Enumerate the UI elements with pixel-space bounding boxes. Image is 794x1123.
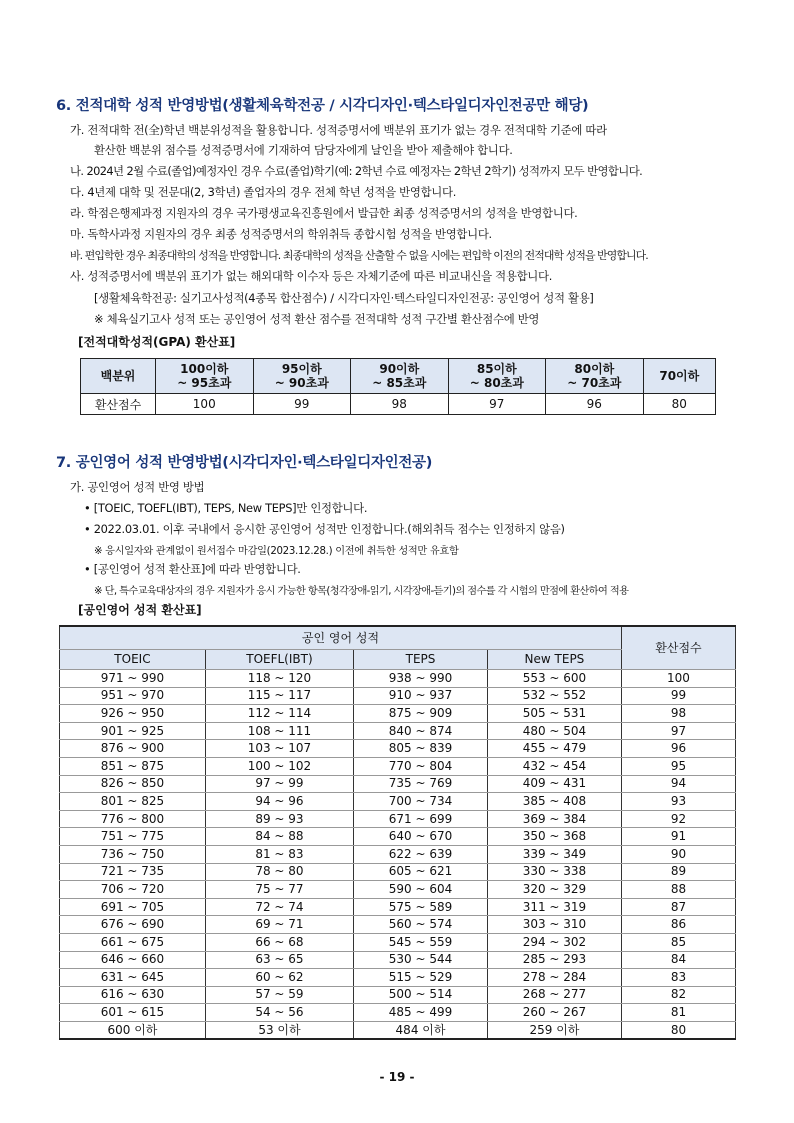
score-range-cell: 63 ~ 65 [205,951,353,969]
score-range-cell: 81 ~ 83 [205,845,353,863]
conversion-score-cell: 97 [621,722,735,740]
score-range-cell: 485 ~ 499 [354,1004,488,1022]
score-range-cell: 601 ~ 615 [60,1004,206,1022]
score-range-cell: 691 ~ 705 [60,898,206,916]
score-range-cell: 339 ~ 349 [487,845,621,863]
score-range-cell: 751 ~ 775 [60,828,206,846]
score-range-cell: 776 ~ 800 [60,810,206,828]
table-row [60,1004,736,1022]
score-range-cell: 901 ~ 925 [60,722,206,740]
score-range-cell: 115 ~ 117 [205,687,353,705]
section6-line: 바. 편입학한 경우 최종대학의 성적을 반영합니다. 최종대학의 성적을 산출할 수 없을 시에는 편입학 이전의 전적대학 성적을 반영합니다. [70,249,648,262]
score-range-cell: 432 ~ 454 [487,757,621,775]
score-range-cell: 53 이하 [205,1021,353,1039]
score-range-cell: 369 ~ 384 [487,810,621,828]
conversion-score-cell: 90 [621,845,735,863]
score-range-cell: 75 ~ 77 [205,881,353,899]
score-range-cell: 801 ~ 825 [60,793,206,811]
score-range-cell: 875 ~ 909 [354,705,488,723]
conversion-score-cell: 88 [621,881,735,899]
gpa-row-header: 백분위 [81,359,156,394]
section6-line: [생활체육학전공: 실기고사성적(4종목 합산점수) / 시각디자인·텍스타일디자인전공: 공인영어 성적 활용] [94,291,594,305]
score-range-cell: 575 ~ 589 [354,898,488,916]
score-range-cell: 500 ~ 514 [354,986,488,1004]
score-range-cell: 876 ~ 900 [60,740,206,758]
conversion-score-cell: 83 [621,969,735,987]
section7-line: 가. 공인영어 성적 반영 방법 [70,480,205,494]
gpa-score-cell: 100 [156,394,254,415]
table-row [60,810,736,828]
score-range-cell: 385 ~ 408 [487,793,621,811]
conversion-score-cell: 87 [621,898,735,916]
table-row [60,670,736,688]
section6-line: 다. 4년제 대학 및 전문대(2, 3학년) 졸업자의 경우 전체 학년 성적을 반영합니다. [70,185,457,199]
score-range-cell: 278 ~ 284 [487,969,621,987]
table-row [60,916,736,934]
score-range-cell: 840 ~ 874 [354,722,488,740]
conversion-score-cell: 89 [621,863,735,881]
english-table-title: [공인영어 성적 환산표] [78,603,202,617]
gpa-table-title: [전적대학성적(GPA) 환산표] [78,335,236,349]
toeic-header: TOEIC [60,650,206,670]
conversion-score-cell: 92 [621,810,735,828]
score-range-cell: 54 ~ 56 [205,1004,353,1022]
score-range-cell: 971 ~ 990 [60,670,206,688]
table-row [60,757,736,775]
score-range-cell: 851 ~ 875 [60,757,206,775]
table-row [60,898,736,916]
conversion-score-cell: 82 [621,986,735,1004]
score-range-cell: 311 ~ 319 [487,898,621,916]
score-range-cell: 260 ~ 267 [487,1004,621,1022]
conversion-score-cell: 86 [621,916,735,934]
score-range-cell: 60 ~ 62 [205,969,353,987]
score-range-cell: 640 ~ 670 [354,828,488,846]
score-range-cell: 646 ~ 660 [60,951,206,969]
conversion-score-cell: 84 [621,951,735,969]
score-range-cell: 616 ~ 630 [60,986,206,1004]
score-range-cell: 826 ~ 850 [60,775,206,793]
gpa-score-cell: 96 [546,394,644,415]
page-number: - 19 - [379,1070,415,1084]
score-range-cell: 57 ~ 59 [205,986,353,1004]
score-range-cell: 590 ~ 604 [354,881,488,899]
teps-header: TEPS [354,650,488,670]
score-range-cell: 671 ~ 699 [354,810,488,828]
score-range-cell: 330 ~ 338 [487,863,621,881]
conversion-score-cell: 91 [621,828,735,846]
score-range-cell: 100 ~ 102 [205,757,353,775]
score-range-cell: 532 ~ 552 [487,687,621,705]
english-group-header: 공인 영어 성적 [60,626,622,650]
section7-bullet: • [TOEIC, TOEFL(IBT), TEPS, New TEPS]만 인정합니다. [84,501,368,515]
section6-line: 사. 성적증명서에 백분위 표기가 없는 해외대학 이수자 등은 자체기준에 따른 비교내신을 적용합니다. [70,269,553,283]
score-range-cell: 320 ~ 329 [487,881,621,899]
table-row [60,828,736,846]
score-range-cell: 103 ~ 107 [205,740,353,758]
table-row [60,740,736,758]
score-range-cell: 112 ~ 114 [205,705,353,723]
score-range-cell: 259 이하 [487,1021,621,1039]
score-range-cell: 72 ~ 74 [205,898,353,916]
score-range-cell: 66 ~ 68 [205,933,353,951]
score-range-cell: 480 ~ 504 [487,722,621,740]
conversion-score-header: 환산점수 [621,626,735,670]
score-range-cell: 97 ~ 99 [205,775,353,793]
score-range-cell: 285 ~ 293 [487,951,621,969]
table-row [60,986,736,1004]
gpa-score-label: 환산점수 [81,394,156,415]
score-range-cell: 89 ~ 93 [205,810,353,828]
score-range-cell: 94 ~ 96 [205,793,353,811]
score-range-cell: 455 ~ 479 [487,740,621,758]
gpa-score-cell: 98 [351,394,449,415]
new-teps-header: New TEPS [487,650,621,670]
table-row [60,722,736,740]
conversion-score-cell: 95 [621,757,735,775]
score-range-cell: 303 ~ 310 [487,916,621,934]
score-range-cell: 951 ~ 970 [60,687,206,705]
gpa-column-header: 85이하 ~ 80초과 [448,359,546,394]
score-range-cell: 736 ~ 750 [60,845,206,863]
score-range-cell: 78 ~ 80 [205,863,353,881]
gpa-column-header: 90이하 ~ 85초과 [351,359,449,394]
section6-line: 라. 학점은행제과정 지원자의 경우 국가평생교육진흥원에서 발급한 최종 성적증명서의 성적을 반영합니다. [70,206,578,220]
score-range-cell: 118 ~ 120 [205,670,353,688]
score-range-cell: 910 ~ 937 [354,687,488,705]
gpa-conversion-table [80,358,716,415]
score-range-cell: 553 ~ 600 [487,670,621,688]
gpa-score-cell: 97 [448,394,546,415]
score-range-cell: 631 ~ 645 [60,969,206,987]
conversion-score-cell: 99 [621,687,735,705]
score-range-cell: 84 ~ 88 [205,828,353,846]
score-range-cell: 108 ~ 111 [205,722,353,740]
gpa-column-header: 95이하 ~ 90초과 [253,359,351,394]
section6-line: 마. 독학사과정 지원자의 경우 최종 성적증명서의 학위취득 종합시험 성적을 반영합니다. [70,227,492,241]
score-range-cell: 605 ~ 621 [354,863,488,881]
conversion-score-cell: 100 [621,670,735,688]
score-range-cell: 560 ~ 574 [354,916,488,934]
score-range-cell: 706 ~ 720 [60,881,206,899]
table-row [60,775,736,793]
score-range-cell: 294 ~ 302 [487,933,621,951]
section6-line: 나. 2024년 2월 수료(졸업)예정자인 경우 수료(졸업)학기(예: 2학년 수료 예정자는 2학년 2학기) 성적까지 모두 반영합니다. [70,164,643,178]
english-conversion-table [59,625,736,1040]
score-range-cell: 505 ~ 531 [487,705,621,723]
score-range-cell: 530 ~ 544 [354,951,488,969]
table-row [60,881,736,899]
section6-title: 6. 전적대학 성적 반영방법(생활체육학전공 / 시각디자인·텍스타일디자인전공만 해당) [56,98,589,114]
table-row [60,793,736,811]
score-range-cell: 484 이하 [354,1021,488,1039]
gpa-score-cell: 99 [253,394,351,415]
section6-line: 환산한 백분위 점수를 성적증명서에 기재하여 담당자에게 날인을 받아 제출해야 합니다. [94,143,513,157]
score-range-cell: 69 ~ 71 [205,916,353,934]
gpa-column-header: 100이하 ~ 95초과 [156,359,254,394]
score-range-cell: 622 ~ 639 [354,845,488,863]
score-range-cell: 268 ~ 277 [487,986,621,1004]
table-row [60,951,736,969]
conversion-score-cell: 96 [621,740,735,758]
conversion-score-cell: 85 [621,933,735,951]
table-row [60,863,736,881]
conversion-score-cell: 80 [621,1021,735,1039]
score-range-cell: 926 ~ 950 [60,705,206,723]
score-range-cell: 600 이하 [60,1021,206,1039]
gpa-column-header: 80이하 ~ 70초과 [546,359,644,394]
conversion-score-cell: 93 [621,793,735,811]
score-range-cell: 661 ~ 675 [60,933,206,951]
toefl-header: TOEFL(IBT) [205,650,353,670]
table-row [60,705,736,723]
section7-bullet: • 2022.03.01. 이후 국내에서 응시한 공인영어 성적만 인정합니다.(해외취득 점수는 인정하지 않음) [84,522,565,536]
score-range-cell: 676 ~ 690 [60,916,206,934]
conversion-score-cell: 81 [621,1004,735,1022]
score-range-cell: 545 ~ 559 [354,933,488,951]
table-row [60,933,736,951]
section6-line: 가. 전적대학 전(全)학년 백분위성적을 활용합니다. 성적증명서에 백분위 표기가 없는 경우 전적대학 기준에 따라 [70,123,607,137]
table-row [60,969,736,987]
conversion-score-cell: 98 [621,705,735,723]
table-row [60,687,736,705]
score-range-cell: 700 ~ 734 [354,793,488,811]
score-range-cell: 805 ~ 839 [354,740,488,758]
gpa-column-header: 70이하 [643,359,715,394]
score-range-cell: 721 ~ 735 [60,863,206,881]
section7-bullet: • [공인영어 성적 환산표]에 따라 반영합니다. [84,562,301,576]
section7-title: 7. 공인영어 성적 반영방법(시각디자인·텍스타일디자인전공) [56,455,433,471]
section6-note: ※ 체육실기고사 성적 또는 공인영어 성적 환산 점수를 전적대학 성적 구간별 환산점수에 반영 [94,312,540,326]
section7-note: ※ 단, 특수교육대상자의 경우 지원자가 응시 가능한 항목(청각장애-읽기, 시각장애-듣기)의 점수를 각 시험의 만점에 환산하여 적용 [94,586,629,597]
table-row [60,845,736,863]
score-range-cell: 735 ~ 769 [354,775,488,793]
score-range-cell: 350 ~ 368 [487,828,621,846]
gpa-score-cell: 80 [643,394,715,415]
score-range-cell: 409 ~ 431 [487,775,621,793]
score-range-cell: 770 ~ 804 [354,757,488,775]
table-row [60,1021,736,1039]
section7-note: ※ 응시일자와 관계없이 원서접수 마감일(2023.12.28.) 이전에 취득한 성적만 유효함 [94,546,459,557]
score-range-cell: 938 ~ 990 [354,670,488,688]
score-range-cell: 515 ~ 529 [354,969,488,987]
conversion-score-cell: 94 [621,775,735,793]
